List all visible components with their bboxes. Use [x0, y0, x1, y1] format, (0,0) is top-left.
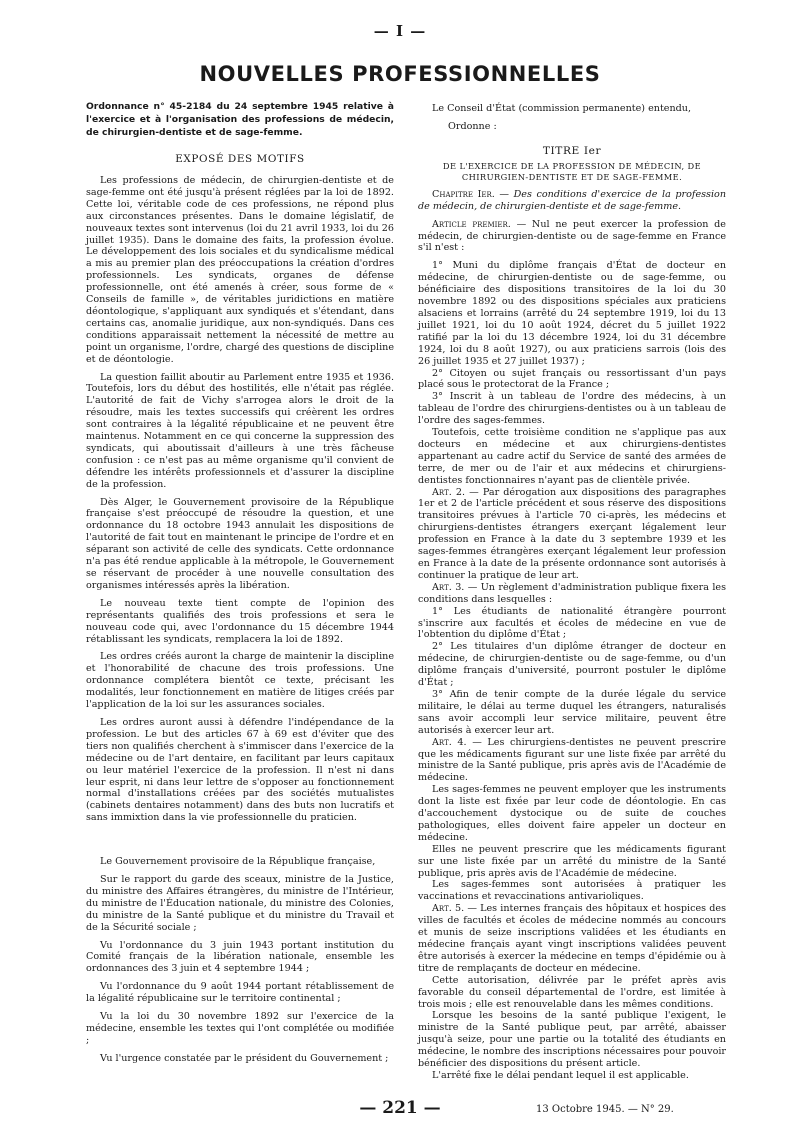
page-title: NOUVELLES PROFESSIONNELLES	[199, 62, 601, 86]
visa-paragraph: Vu la loi du 30 novembre 1892 sur l'exercice de la médecine, ensemble les textes qui l'ont complétée ou modifiée ;	[86, 1011, 394, 1046]
article-5-text: — Les internes français des hôpitaux et hospices des villes de facultés et écoles de médecine nommés au concours et munis de seize inscriptions validées et les étudiants en médecine français ayant vingt inscriptions validées peuvent être autorisés à exercer la médecine en temps d'épidémie ou à titre de remplaçants de docteur en médecine.	[418, 903, 727, 974]
article-4	[418, 737, 726, 785]
expose-paragraph: Les ordres créés auront la charge de maintenir la discipline et l'honorabilité de chacune des trois professions. Une ordonnance complétera bientôt ce texte, précisant les modalités, leur fonctionnement en matière de litiges créés par l'application de la loi sur les assurances sociales.	[86, 651, 394, 711]
article-5-item: Lorsque les besoins de la santé publique l'exigent, le ministre de la Santé publique peut, par arrêté, abaisser jusqu'à seize, pour une partie ou la totalité des étudiants en médecine, le nombre des inscriptions nécessaires pour pouvoir bénéficier des dispositions du présent article.	[418, 1010, 726, 1070]
chapitre-label: Chapitre Ier.	[432, 188, 495, 200]
expose-title: EXPOSÉ DES MOTIFS	[175, 153, 305, 165]
visa-paragraph: Sur le rapport du garde des sceaux, ministre de la Justice, du ministre des Affaires étrangères, du ministre de l'Intérieur, du ministre de l'Éducation nationale, du ministre des Colonies, du ministre de la Santé publique et du ministre du Travail et de la Sécurité sociale ;	[86, 874, 394, 933]
article-3-item: 1° Les étudiants de nationalité étrangère pourront s'inscrire aux facultés et écoles de médecine en vue de l'obtention du diplôme d'État ;	[418, 605, 726, 641]
article-1-item: 3° Inscrit à un tableau de l'ordre des médecins, à un tableau de l'ordre des chirurgiens-dentistes ou à un tableau de l'ordre des sages-femmes.	[418, 391, 726, 427]
left-column	[86, 100, 394, 1065]
article-1-item: Toutefois, cette troisième condition ne s'applique pas aux docteurs en médecine et aux chirurgiens-dentistes appartenant au cadre actif du Service de santé des armées de terre, de mer ou de l'air et aux médecins et chirurgiens-dentistes fonctionnaires n'ayant pas de clientèle privée.	[418, 427, 726, 486]
article-4-item: Les sages-femmes ne peuvent employer que les instruments dont la liste est fixée par leur code de déontologie. En cas d'accouchement dystocique ou de suite de couches pathologiques, elles doivent faire appeler un docteur en médecine.	[418, 784, 726, 843]
article-3-item: 3° Afin de tenir compte de la durée légale du service militaire, le délai au terme duquel les étrangers, naturalisés sans avoir accompli leur service militaire, peuvent être autorisés à exercer leur art.	[418, 688, 726, 736]
article-5-label: Art. 5.	[432, 903, 465, 915]
article-2	[418, 487, 726, 582]
article-1-text: — Nul ne peut exercer la profession de médecin, de chirurgien-dentiste ou de sage-femme en France s'il n'est :	[418, 218, 726, 254]
article-2-label: Art. 2.	[432, 486, 466, 498]
titre-subheading: DE L'EXERCICE DE LA PROFESSION DE MÉDECIN, DE CHIRURGIEN-DENTISTE ET DE SAGE-FEMME.	[442, 160, 702, 182]
article-4-item: Les sages-femmes sont autorisées à pratiquer les vaccinations et revaccinations antivarioliques.	[418, 879, 726, 903]
expose-paragraph: La question faillit aboutir au Parlement entre 1935 et 1936. Toutefois, lors du début des hostilités, elle n'était pas réglée. L'autorité de fait de Vichy s'arrogea alors le droit de la résoudre, mais les textes successifs qui créèrent les ordres sont contraires à la légalité républicaine et ne peuvent être maintenus. Notamment en ce qui concerne la suppression des syndicats, qui aboutissait d'ailleurs à une très fâcheuse confusion : ce n'est pas au même organisme qu'il convient de défendre les intérêts professionnels et d'assurer la discipline de la profession.	[86, 371, 394, 490]
article-5-item: Cette autorisation, délivrée par le préfet après avis favorable du conseil départemental de l'ordre, est limitée à trois mois ; elle est renouvelable dans les mêmes conditions.	[418, 974, 726, 1010]
right-column	[418, 103, 726, 1082]
article-3-item: 2° Les titulaires d'un diplôme étranger de docteur en médecine, de chirurgien-dentiste ou de sage-femme, ou d'un diplôme français d'université, pourront postuler le diplôme d'État ;	[418, 641, 726, 689]
article-5	[418, 903, 726, 974]
article-3-text: — Un règlement d'administration publique fixera les conditions dans lesquelles :	[418, 581, 726, 605]
ordonne-line: Ordonne :	[448, 120, 497, 132]
article-3-label: Art. 3.	[432, 581, 465, 593]
expose-paragraph: Le nouveau texte tient compte de l'opinion des représentants qualifiés des trois professions et sera le nouveau code qui, avec l'ordonnance du 15 décembre 1944 rétablissant les syndicats, remplacera la loi de 1892.	[86, 597, 394, 645]
article-5-item: L'arrêté fixe le délai pendant lequel il est applicable.	[432, 1069, 689, 1081]
article-1-item: 2° Citoyen ou sujet français ou ressortissant d'un pays placé sous le protectorat de la France ;	[418, 367, 726, 391]
expose-paragraph: Les professions de médecin, de chirurgien-dentiste et de sage-femme ont été jusqu'à présent réglées par la loi de 1892. Cette loi, véritable code de ces professions, ne répond plus aux circonstances présentes. Dans le domaine législatif, de nouveaux textes sont intervenus (loi du 21 avril 1933, loi du 26 juillet 1935). Dans le domaine des faits, la profession évolue. Le développement des lois sociales et du syndicalisme médical a mis au premier plan des préoccupations la création d'ordres professionnels. Les syndicats, organes de défense professionnelle, ont été amenés à créer, sous forme de « Conseils de famille », de véritables juridictions en matière déontologique, s'appliquant aux syndiqués et s'étendant, dans certains cas, anomalie juridique, aux non-syndiqués. Dans ces conditions apparaissait nettement la nécessité de mettre au point un organisme, l'ordre, chargé des questions de discipline et de déontologie.	[86, 175, 394, 365]
article-4-text: — Les chirurgiens-dentistes ne peuvent prescrire que les médicaments figurant sur une liste fixée par arrêté du ministre de la Santé publique, pris après avis de l'Académie de médecine.	[418, 736, 726, 784]
article-1-label: Article premier.	[432, 218, 511, 230]
visa-paragraph: Vu l'urgence constatée par le président du Gouvernement ;	[100, 1052, 389, 1064]
conseil-line: Le Conseil d'État (commission permanente) entendu,	[432, 103, 692, 114]
visa-paragraph: Le Gouvernement provisoire de la République française,	[100, 856, 376, 868]
page-roman-number: — I —	[373, 22, 427, 40]
ordonnance-title: Ordonnance n° 45-2184 du 24 septembre 1945 relative à l'exercice et à l'organisation des professions de médecin, de chirurgien-dentiste et de sage-femme.	[86, 101, 394, 138]
page-number: — 221 —	[359, 1098, 441, 1118]
visa-paragraph: Vu l'ordonnance du 9 août 1944 portant rétablissement de la légalité républicaine sur le territoire continental ;	[86, 981, 394, 1005]
expose-paragraph: Dès Alger, le Gouvernement provisoire de la République française s'est préoccupé de résoudre la question, et une ordonnance du 18 octobre 1943 annulait les dispositions de l'autorité de fait tout en maintenant le principe de l'ordre et en séparant son activité de celle des syndicats. Cette ordonnance n'a pas été rendue applicable à la métropole, le Gouvernement se réservant de procéder à une nouvelle consultation des organismes intéressés après la libération.	[86, 496, 394, 591]
issue-date: 13 Octobre 1945. — N° 29.	[536, 1104, 674, 1115]
chapitre-text: — Des conditions d'exercice de la profession de médecin, de chirurgien-dentiste et de sage-femme.	[418, 188, 727, 212]
article-4-label: Art. 4.	[432, 736, 467, 748]
article-1-item: 1° Muni du diplôme français d'État de docteur en médecine, de chirurgien-dentiste ou de sage-femme, ou bénéficiaire des dispositions transitoires de la loi du 30 novembre 1892 ou des dispositions spéciales aux praticiens alsaciens et lorrains (arrêté du 24 septembre 1919, loi du 13 juillet 1921, loi du 10 août 1924, décret du 5 juillet 1922 ratifié par la loi du 13 décembre 1924, loi du 31 décembre 1924, loi du 8 août 1927), ou aux praticiens sarrois (lois des 26 juillet 1935 et 27 juillet 1937) ;	[418, 260, 726, 367]
article-2-text: — Par dérogation aux dispositions des paragraphes 1er et 2 de l'article précédent et sous réserve des dispositions transitoires prévues à l'article 70 ci-après, les médecins et chirurgiens-dentistes étrangers exerçant légalement leur profession en France à la date du 3 septembre 1939 et les sages-femmes étrangères exerçant légalement leur profession en France à la date de la présente ordonnance sont autorisés à continuer la pratique de leur art.	[418, 486, 726, 581]
expose-paragraph: Les ordres auront aussi à défendre l'indépendance de la profession. Le but des articles 67 à 69 est d'éviter que des tiers non qualifiés cherchent à s'immiscer dans l'exercice de la médecine ou de l'art dentaire, en facilitant par leurs capitaux ou leur matériel l'exercice de la profession. Il n'est ni dans leur esprit, ni dans leur lettre de s'opposer au fonctionnement normal d'installations créées par des sociétés mutualistes (cabinets dentaires notamment) dans des buts non lucratifs et sans immixtion dans la vie professionnelle du praticien.	[86, 716, 394, 824]
article-1	[418, 219, 726, 255]
chapitre-heading	[418, 189, 726, 213]
article-3	[418, 582, 726, 606]
titre-heading: TITRE Ier	[542, 144, 602, 157]
article-4-item: Elles ne peuvent prescrire que les médicaments figurant sur une liste fixée par un arrêté du ministre de la Santé publique, pris après avis de l'Académie de médecine.	[418, 843, 726, 879]
visa-paragraph: Vu l'ordonnance du 3 juin 1943 portant institution du Comité français de la libération nationale, ensemble les ordonnances des 3 juin et 4 septembre 1944 ;	[86, 939, 394, 975]
